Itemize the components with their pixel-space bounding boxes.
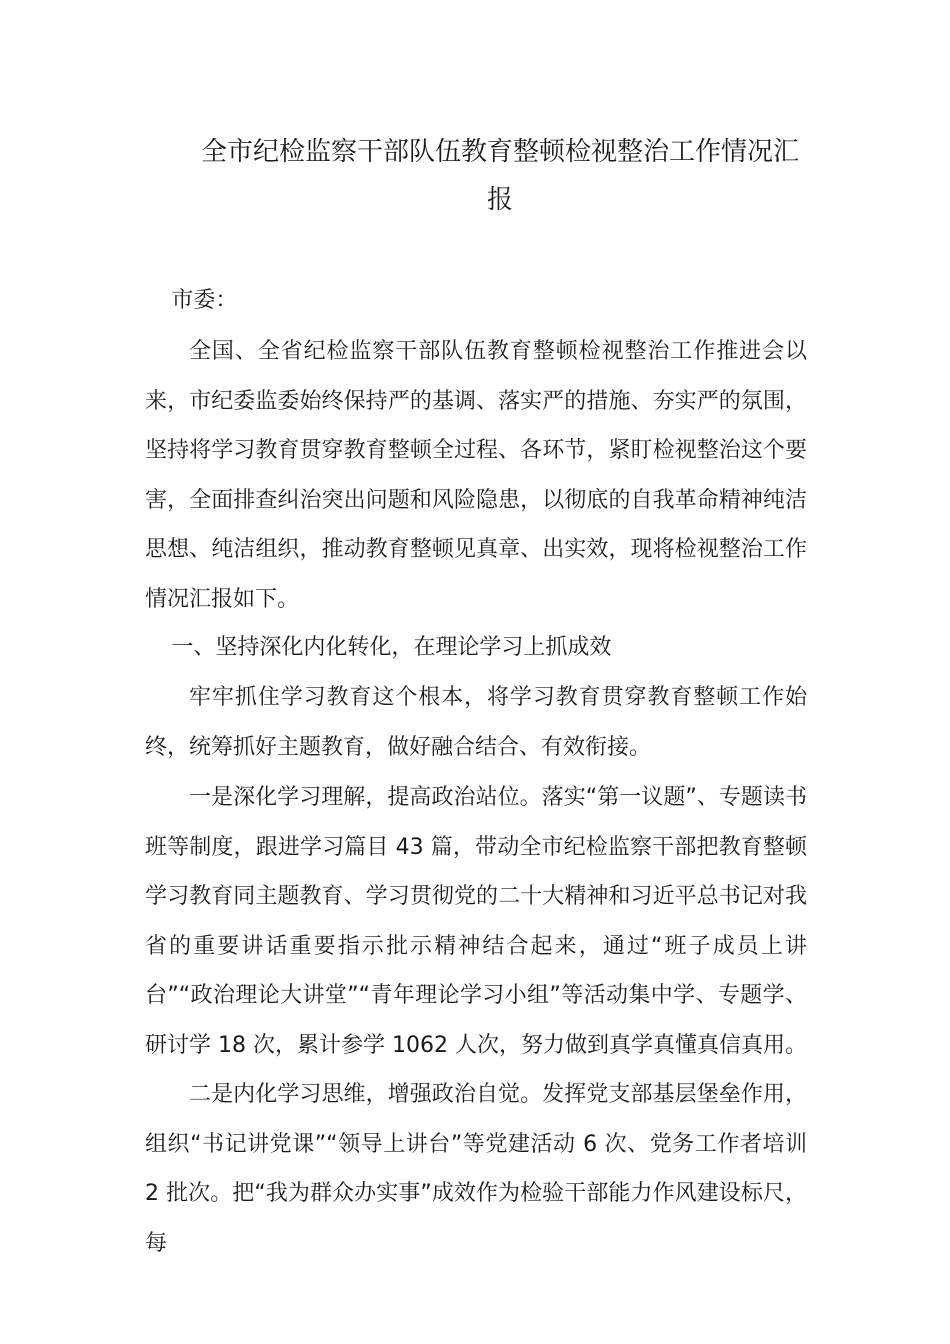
section-heading-1: 一、坚持深化内化转化，在理论学习上抓成效: [171, 635, 612, 660]
salutation: 市委：: [171, 288, 238, 313]
document-title-line1: 全市纪检监察干部队伍教育整顿检视整治工作情况汇: [200, 137, 799, 167]
paragraph-point-2: 二是内化学习思维，增强政治自觉。发挥党支部基层堡垒作用，组织“书记讲党课”“领导上讲台”等党建活动 6 次、党务工作者培训 2 批次。把“我为群众办实事”成效作为检验干部能力作风建设标尺，每: [145, 1082, 807, 1256]
document-title-line2: 报: [486, 185, 513, 215]
paragraph-section1-lead: 牢牢抓住学习教育这个根本，将学习教育贯穿教育整顿工作始终，统筹抓好主题教育，做好融合结合、有效衔接。: [145, 685, 807, 760]
paragraph-intro: 全国、全省纪检监察干部队伍教育整顿检视整治工作推进会以来，市纪委监委始终保持严的基调、落实严的措施、夯实严的氛围，坚持将学习教育贯穿教育整顿全过程、各环节，紧盯检视整治这个要害，全面排查纠治突出问题和风险隐患，以彻底的自我革命精神纯洁思想、纯洁组织，推动教育整顿见真章、出实效，现将检视整治工作情况汇报如下。: [145, 339, 807, 612]
paragraph-point-1: 一是深化学习理解，提高政治站位。落实“第一议题”、专题读书班等制度，跟进学习篇目 43 篇，带动全市纪检监察干部把教育整顿学习教育同主题教育、学习贯彻党的二十大精神和习近平总书记对我省的重要讲话重要指示批示精神结合起来，通过“班子成员上讲台”“政治理论大讲堂”“青年理论学习小组”等活动集中学、专题学、研讨学 18 次，累计参学 1062 人次，努力做到真学真懂真信真用。: [145, 785, 807, 1058]
